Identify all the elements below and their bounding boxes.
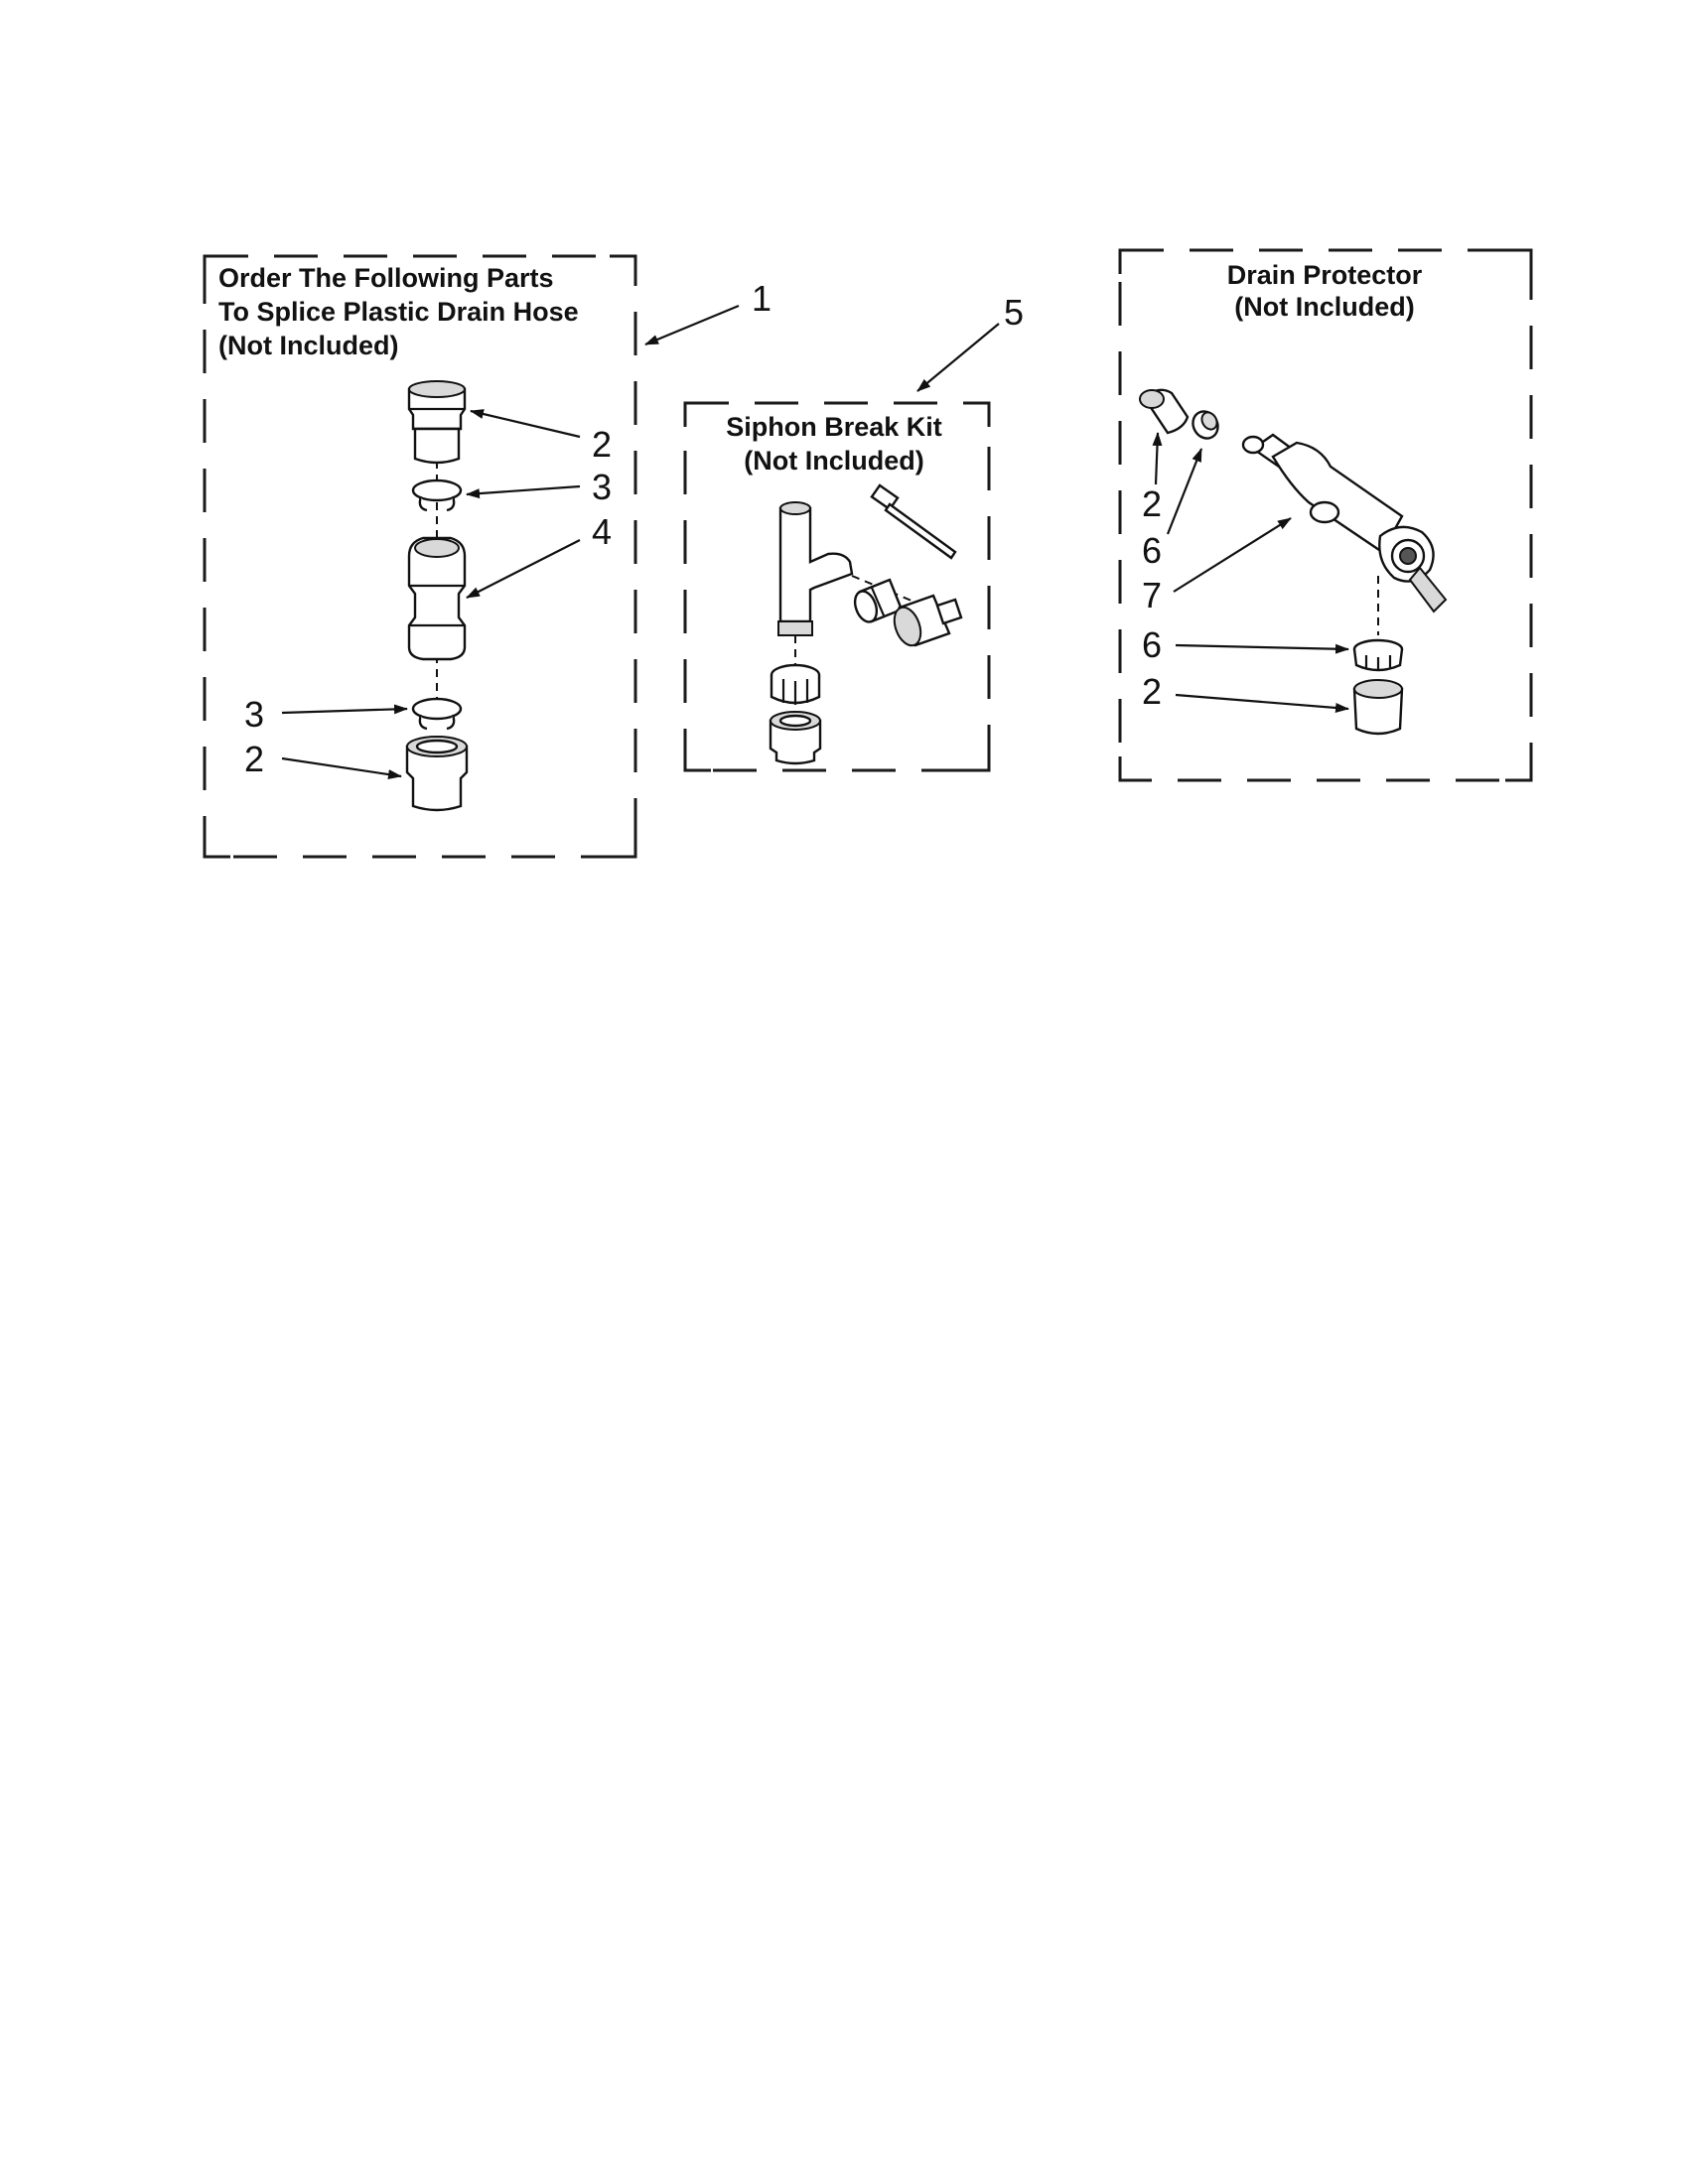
drain-leader-7 xyxy=(1174,518,1291,592)
drain-adapter-top xyxy=(1140,390,1188,433)
splice-leader-3-bottom xyxy=(282,709,407,713)
drain-ring-top xyxy=(1189,407,1223,443)
splice-leader-4 xyxy=(467,540,580,598)
splice-callout-4: 4 xyxy=(592,511,613,552)
siphon-title-line-2: (Not Included) xyxy=(744,446,924,476)
splice-title-line-2: To Splice Plastic Drain Hose xyxy=(218,297,579,327)
drain-leader-6-top xyxy=(1168,449,1201,534)
siphon-tie-strap xyxy=(872,485,955,558)
splice-callout-2-bottom: 2 xyxy=(244,739,265,779)
splice-title-line-1: Order The Following Parts xyxy=(218,263,554,293)
siphon-group-leader xyxy=(917,324,999,391)
splice-leader-2-top xyxy=(471,411,580,437)
drain-adapter-bottom xyxy=(1354,680,1402,734)
drain-callout-7: 7 xyxy=(1142,575,1163,615)
splice-callout-3-bottom: 3 xyxy=(244,694,265,735)
hose-clamp-bottom xyxy=(413,699,461,729)
hose-adapter-bottom xyxy=(407,737,467,810)
splice-callout-3-top: 3 xyxy=(592,467,613,507)
splice-callout-2-top: 2 xyxy=(592,424,613,465)
drain-callout-6-top: 6 xyxy=(1142,530,1163,571)
drain-ring-bottom xyxy=(1354,640,1402,671)
drain-callout-6-bottom: 6 xyxy=(1142,624,1163,665)
siphon-group-callout: 5 xyxy=(1004,292,1025,333)
splice-group-callout: 1 xyxy=(752,278,772,319)
splice-leader-2-bottom xyxy=(282,758,401,776)
drain-title-line-2: (Not Included) xyxy=(1234,292,1415,322)
drain-leader-2-top xyxy=(1156,433,1158,484)
splice-title-line-3: (Not Included) xyxy=(218,331,399,360)
siphon-title-line-1: Siphon Break Kit xyxy=(726,412,942,442)
drain-leader-2-bottom xyxy=(1176,695,1348,709)
drain-callout-2-top: 2 xyxy=(1142,483,1163,524)
splice-group-leader xyxy=(645,306,739,344)
hose-adapter-top xyxy=(409,381,465,463)
drain-leader-6-bottom xyxy=(1176,645,1348,649)
siphon-adapter-bottom xyxy=(771,712,820,763)
drain-title-line-1: Drain Protector xyxy=(1226,260,1423,290)
drain-callout-2-bottom: 2 xyxy=(1142,671,1163,712)
drain-protector-body xyxy=(1243,435,1446,635)
hose-connector xyxy=(409,538,465,659)
splice-leader-3-top xyxy=(467,486,580,494)
drain-group xyxy=(1120,250,1531,780)
siphon-nut-top xyxy=(772,665,819,705)
siphon-group xyxy=(685,292,1024,770)
